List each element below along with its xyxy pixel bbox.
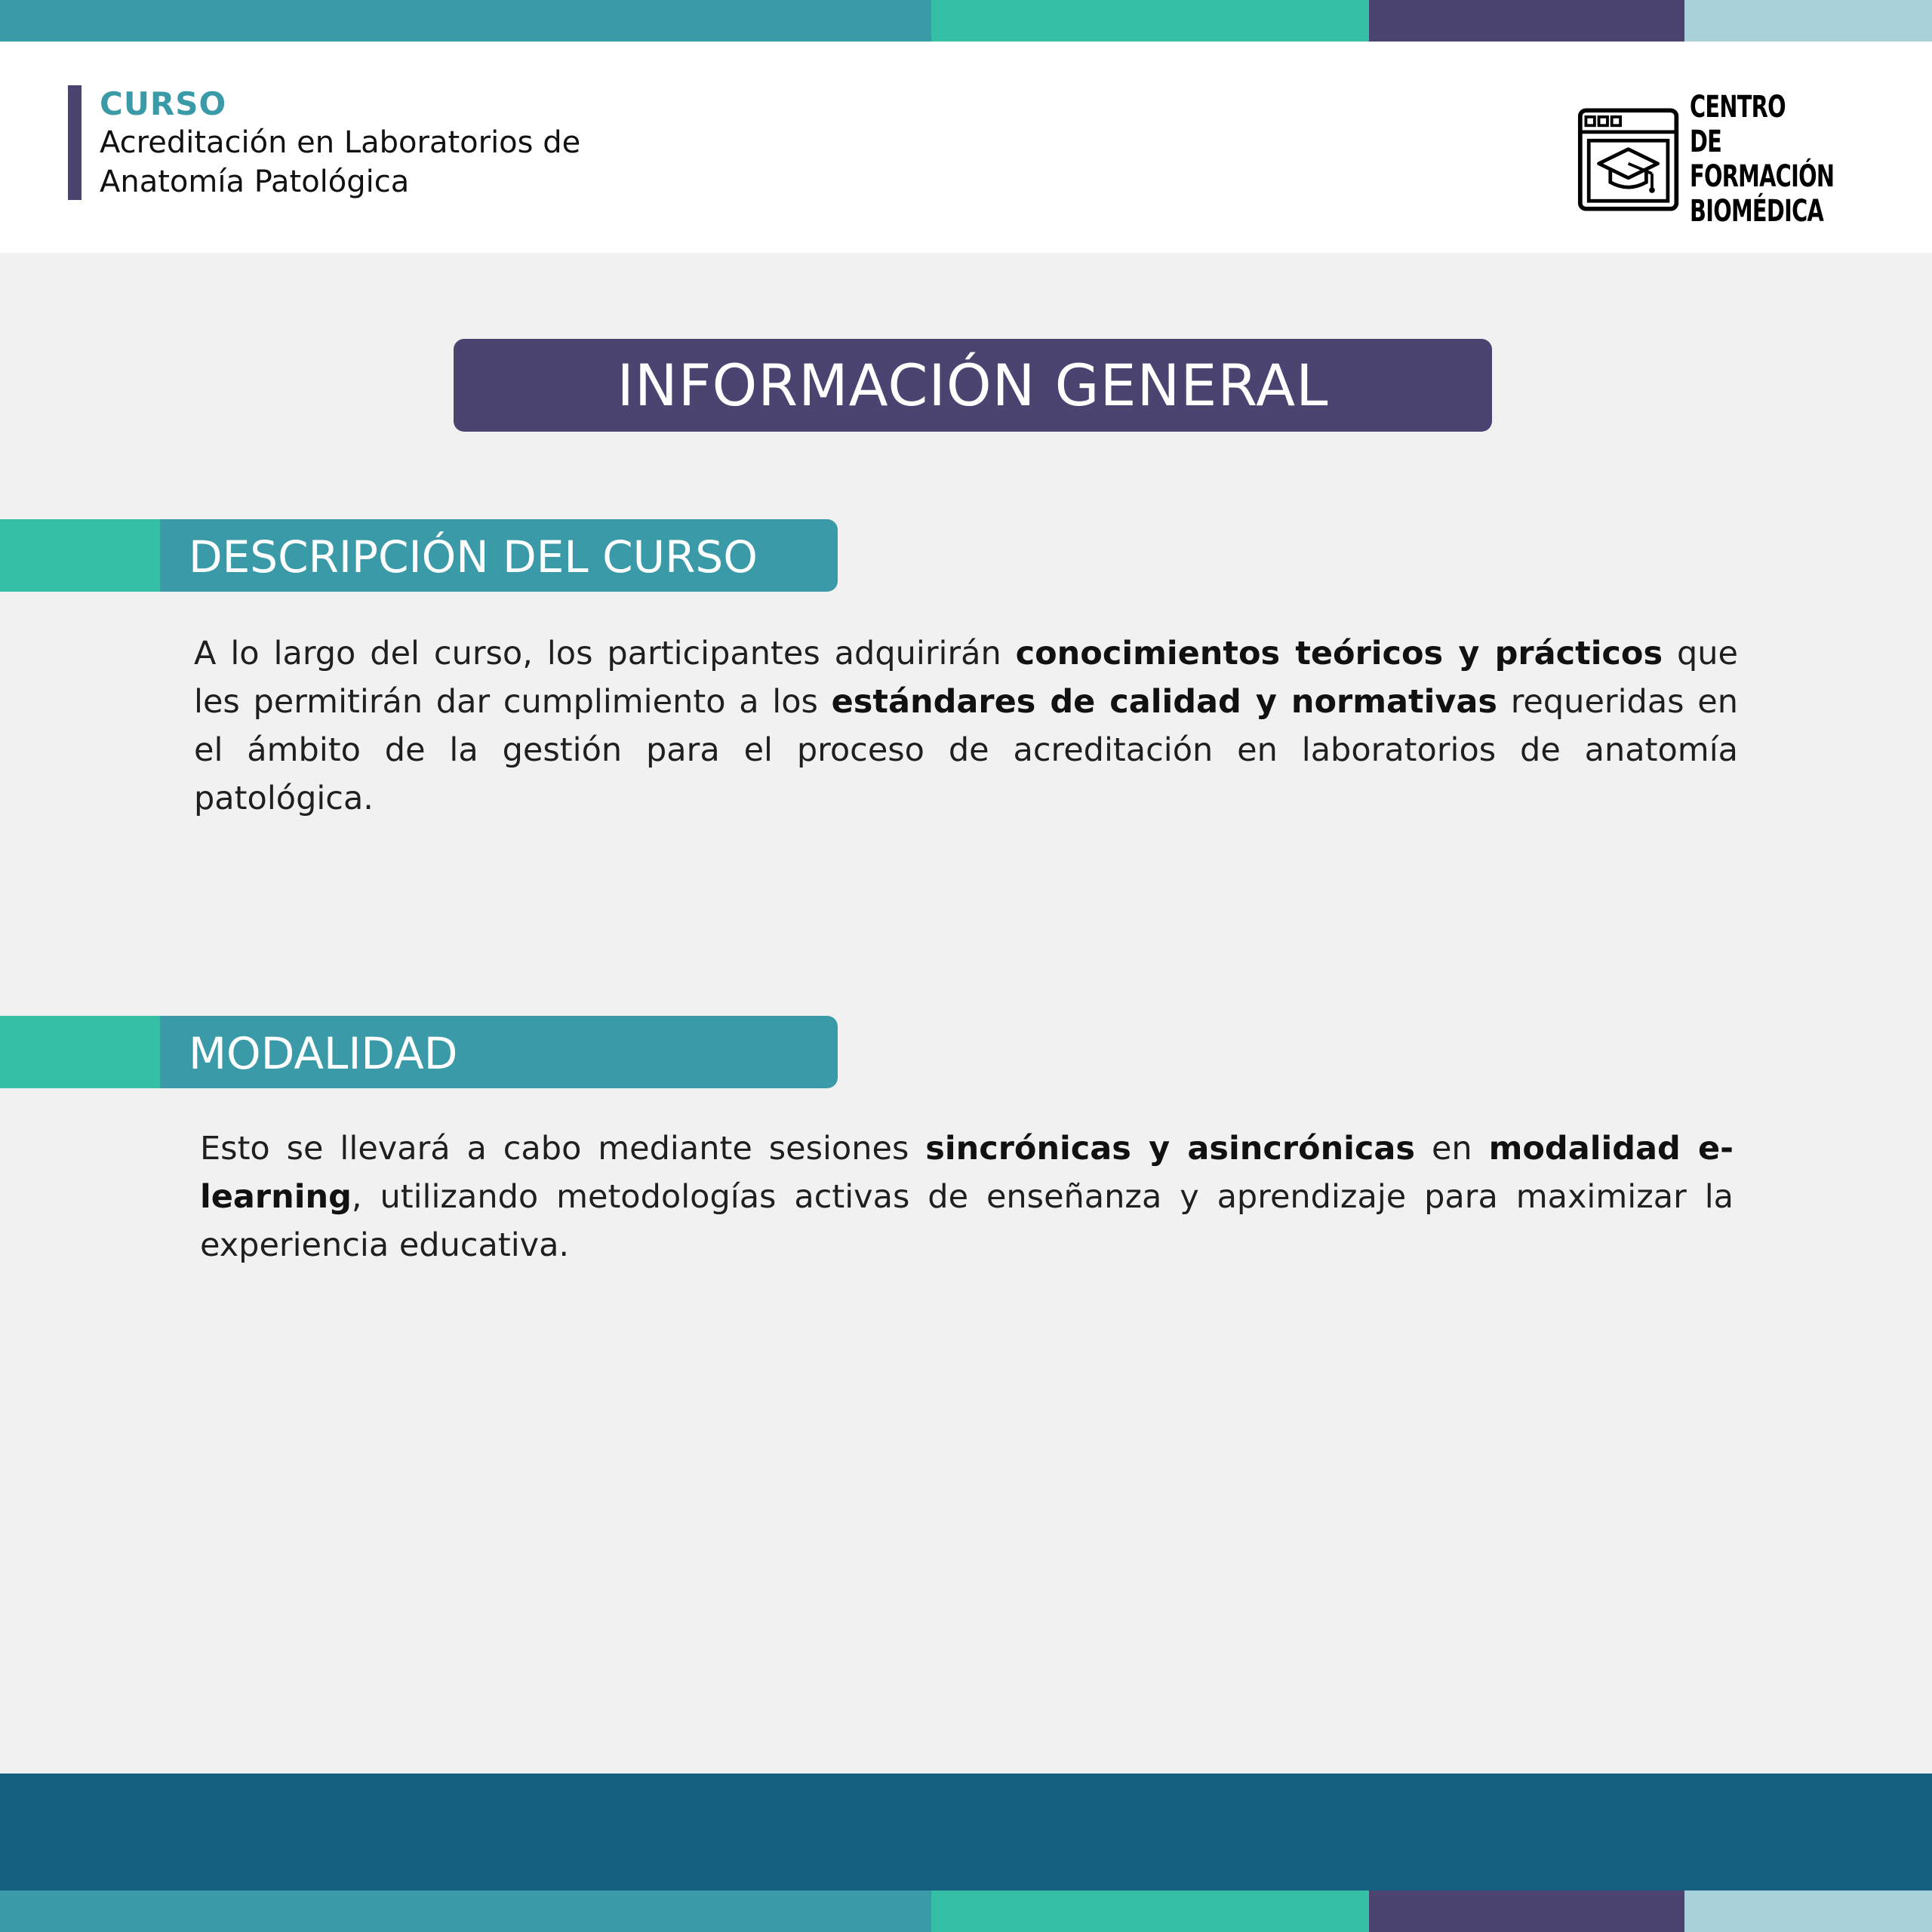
course-tag: CURSO [100,85,227,122]
stripe-segment-teal [0,0,931,42]
stripe-segment-light-blue [1684,1890,1932,1932]
modality-paragraph [200,1124,1734,1269]
logo-line-3: BIOMÉDICA [1690,194,1824,229]
course-name-line-1: Acreditación en Laboratorios de [100,125,581,160]
section-heading-accent [0,519,160,592]
stripe-segment-purple [1369,1890,1684,1932]
section-heading-modality [0,1016,838,1088]
description-text-1: A lo largo del curso, los participantes adquirirán [194,635,1016,672]
course-name-line-2: Anatomía Patológica [100,165,410,199]
stripe-segment-mint [931,0,1369,42]
graduation-cap-browser-icon [1577,105,1679,214]
description-text-3: requeridas en el ámbito de la gestión para el proceso de acreditación en laboratorios de anatomía patológica. [194,683,1738,817]
modality-bold-1: sincrónicas y asincrónicas [925,1130,1416,1168]
logo-line-2: DE FORMACIÓN [1690,125,1835,194]
section-heading-band [160,1016,838,1088]
main-title: INFORMACIÓN GENERAL [454,339,1492,432]
section-heading-label: MODALIDAD [189,1028,458,1079]
stripe-segment-teal [0,1890,931,1932]
description-bold-2: estándares de calidad y normativas [831,683,1497,721]
section-heading-description [0,519,838,592]
top-color-stripe [0,0,1932,42]
logo-wordmark [1690,90,1864,229]
centro-formacion-biomedica-logo [1577,90,1932,229]
modality-text-2: en [1415,1130,1489,1168]
description-text-2: que les permitirán dar cumplimiento a los [194,635,1738,721]
section-heading-label: DESCRIPCIÓN DEL CURSO [189,531,758,583]
stripe-segment-purple [1369,0,1684,42]
footer-band [0,1774,1932,1890]
modality-text-1: Esto se llevará a cabo mediante sesiones [200,1130,926,1168]
section-heading-accent [0,1016,160,1088]
description-bold-1: conocimientos teóricos y prácticos [1015,635,1663,672]
logo-line-1: CENTRO [1690,90,1786,125]
description-paragraph [194,629,1738,823]
page-header [0,42,1932,253]
modality-text-3: , utilizando metodologías activas de enseñanza y aprendizaje para maximizar la experiencia educativa. [200,1178,1734,1264]
modality-bold-2: modalidad e-learning [200,1130,1734,1216]
stripe-segment-mint [931,1890,1369,1932]
bottom-color-stripe [0,1890,1932,1932]
section-heading-band [160,519,838,592]
course-info [68,85,580,200]
stripe-segment-light-blue [1684,0,1932,42]
